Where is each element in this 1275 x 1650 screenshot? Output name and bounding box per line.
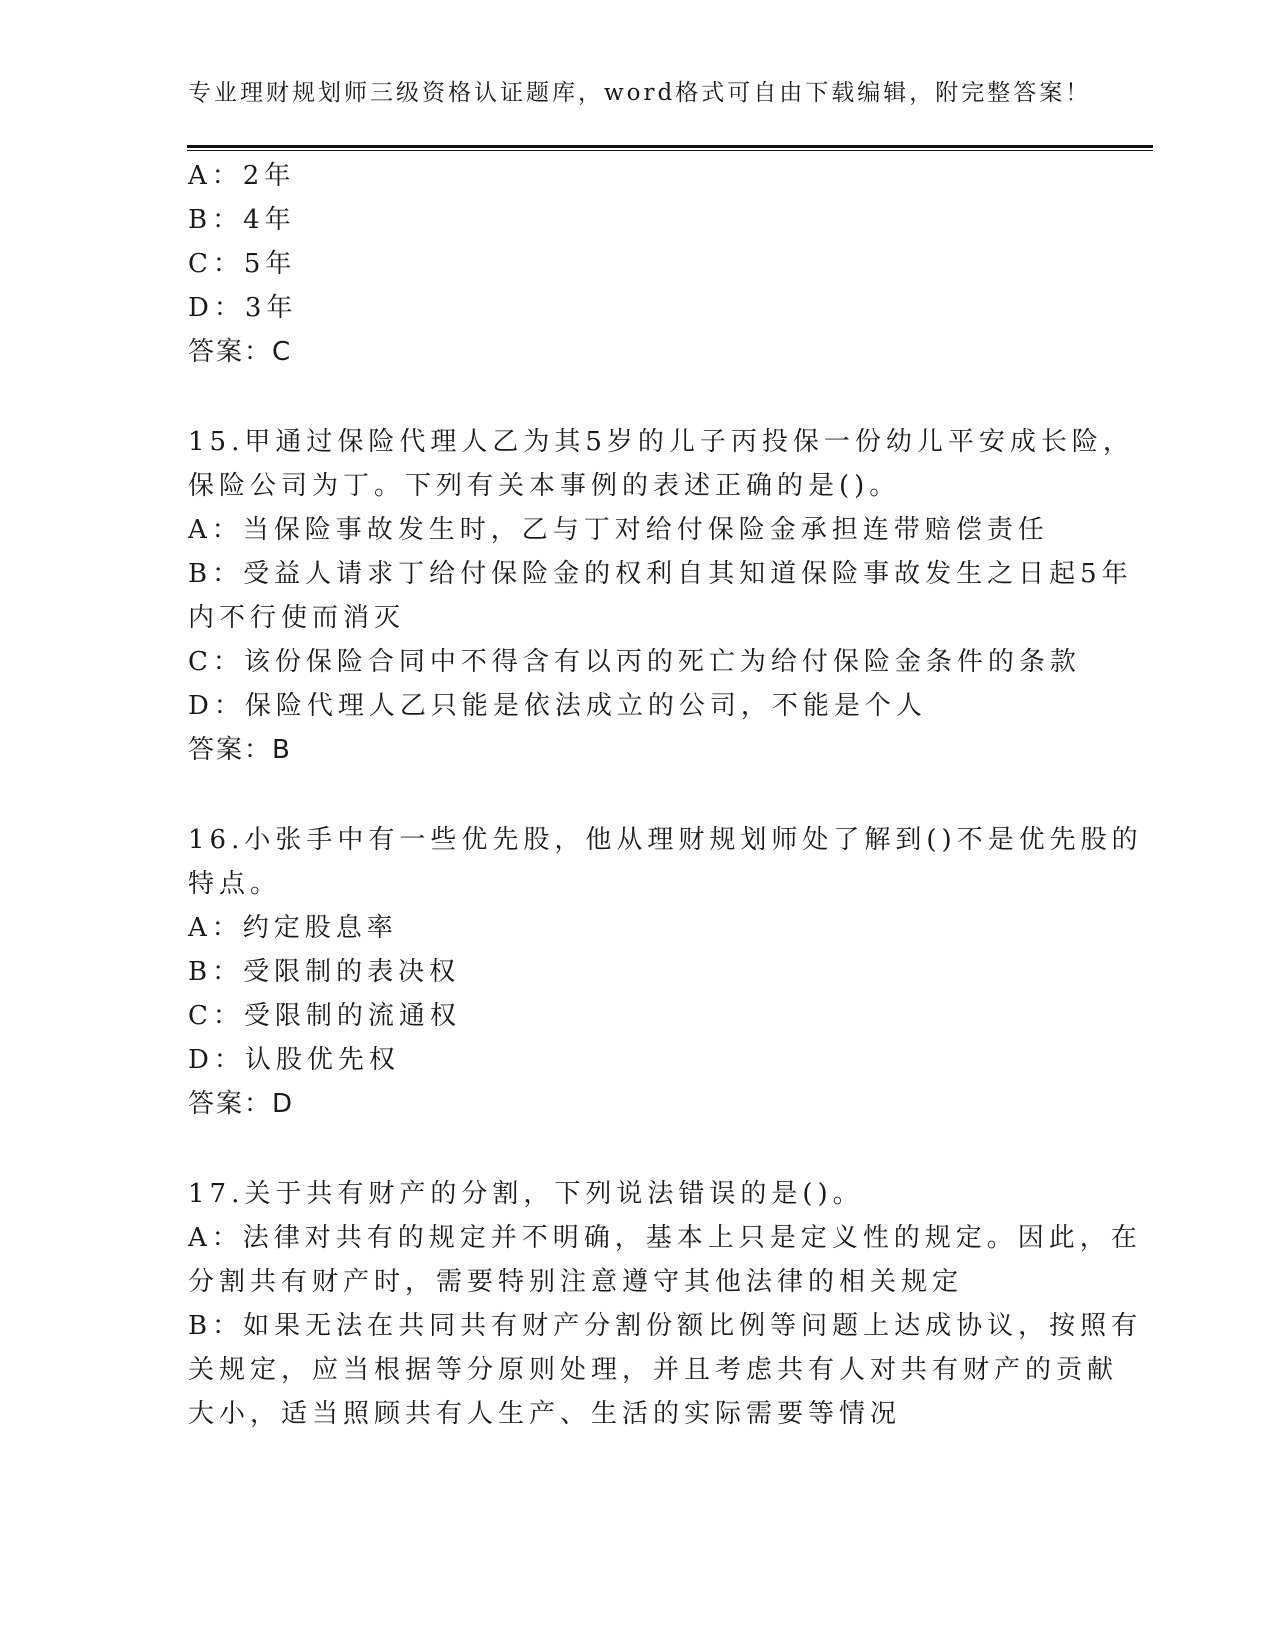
- q16-option-b: B：受限制的表决权: [188, 957, 461, 987]
- q14-option-b: B：4年: [188, 205, 296, 235]
- q14-option-d: D：3年: [188, 293, 298, 323]
- q17-stem-line-1: 17.关于共有财产的分割，下列说法错误的是()。: [188, 1179, 864, 1209]
- q14-option-a: A：2年: [188, 161, 296, 191]
- q16-option-a: A：约定股息率: [188, 913, 398, 943]
- q17-option-b-cont-2: 大小，适当照顾共有人生产、生活的实际需要等情况: [188, 1399, 902, 1429]
- q16-option-d: D：认股优先权: [188, 1045, 400, 1075]
- q15-option-c: C：该份保险合同中不得含有以丙的死亡为给付保险金条件的条款: [188, 647, 1081, 677]
- header-rule-thin: [187, 150, 1153, 151]
- q15-option-b-cont: 内不行使而消灭: [188, 603, 406, 633]
- q15-option-d: D：保险代理人乙只能是依法成立的公司，不能是个人: [188, 691, 927, 721]
- q15-answer: 答案：B: [188, 735, 292, 765]
- q16-option-c: C：受限制的流通权: [188, 1001, 461, 1031]
- q15-option-b: B：受益人请求丁给付保险金的权利自其知道保险事故发生之日起5年: [188, 559, 1133, 589]
- q16-stem-line-2: 特点。: [188, 869, 282, 899]
- q17-option-b: B：如果无法在共同共有财产分割份额比例等问题上达成协议，按照有: [188, 1311, 1143, 1341]
- q15-stem-line-2: 保险公司为丁。下列有关本事例的表述正确的是()。: [188, 471, 901, 501]
- q16-stem-line-1: 16.小张手中有一些优先股，他从理财规划师处了解到()不是优先股的: [188, 825, 1143, 855]
- q16-answer: 答案：D: [188, 1089, 295, 1119]
- q17-option-b-cont-1: 关规定，应当根据等分原则处理，并且考虑共有人对共有财产的贡献: [188, 1355, 1119, 1385]
- q14-answer: 答案：C: [188, 337, 293, 367]
- q15-option-a: A：当保险事故发生时，乙与丁对给付保险金承担连带赔偿责任: [188, 515, 1049, 545]
- q14-option-c: C：5年: [188, 249, 297, 279]
- q15-stem-line-1: 15.甲通过保险代理人乙为其5岁的儿子丙投保一份幼儿平安成长险，: [188, 427, 1134, 457]
- q17-option-a-cont: 分割共有财产时，需要特别注意遵守其他法律的相关规定: [188, 1267, 964, 1297]
- page-header: 专业理财规划师三级资格认证题库，word格式可自由下载编辑，附完整答案！: [188, 80, 1092, 106]
- header-rule-thick: [187, 145, 1153, 148]
- q17-option-a: A：法律对共有的规定并不明确，基本上只是定义性的规定。因此，在: [188, 1223, 1142, 1253]
